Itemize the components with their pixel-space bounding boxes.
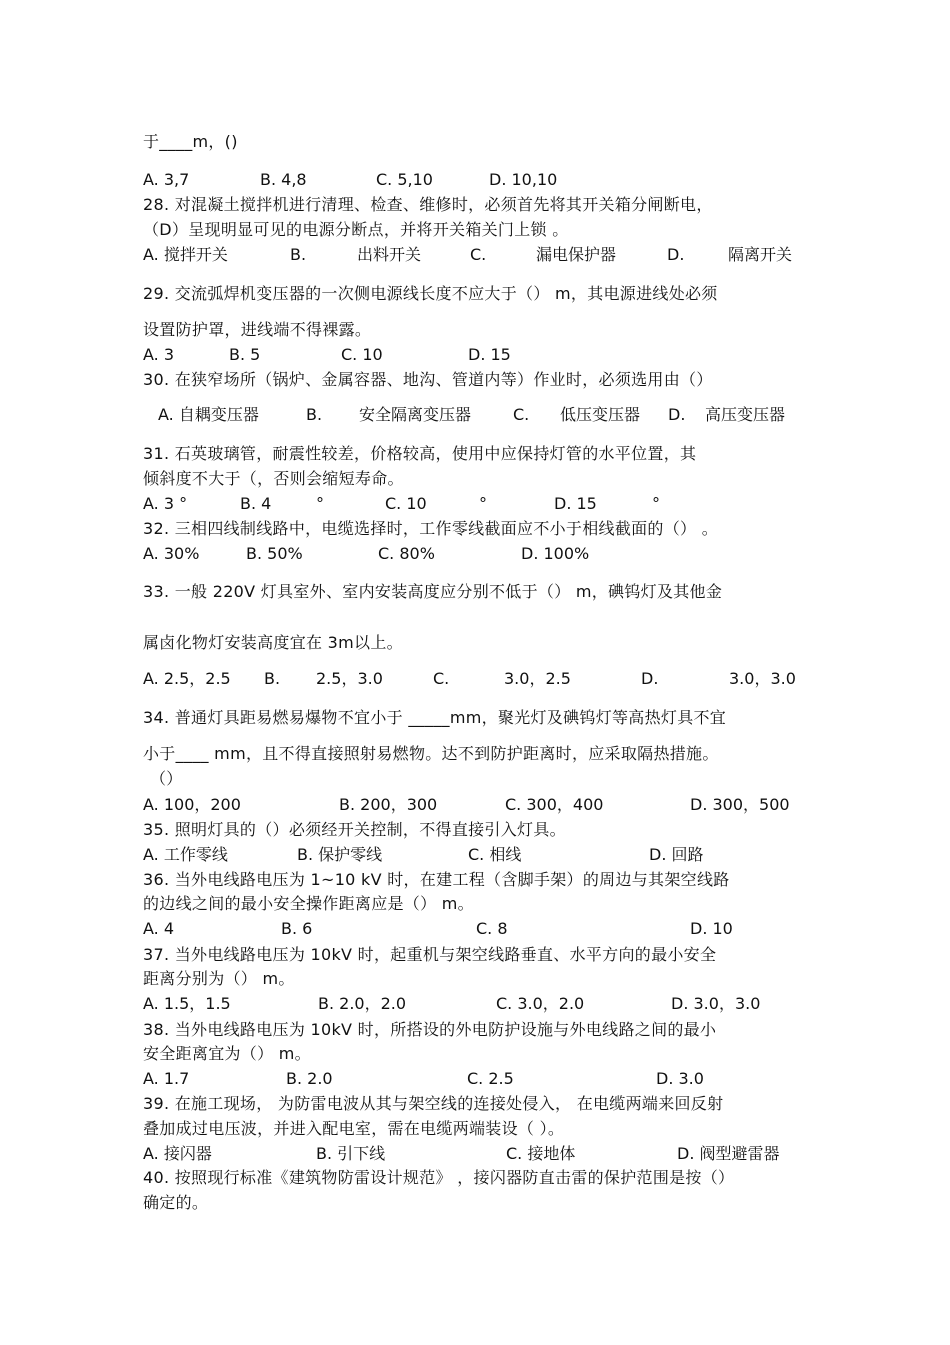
- q33-option-d-letter: D.: [641, 669, 659, 688]
- q34-option-d: D. 300，500: [690, 795, 790, 814]
- q37-option-a: A. 1.5，1.5: [143, 994, 231, 1013]
- q36-question-line2: 的边线之间的最小安全操作距离应是（） m。: [143, 894, 474, 913]
- q30-option-a: A. 自耦变压器: [158, 405, 259, 424]
- q31-option-b-degree: °: [316, 494, 324, 513]
- q30-option-d-letter: D.: [668, 405, 686, 424]
- q33-option-c-letter: C.: [433, 669, 450, 688]
- q39-option-d: D. 阀型避雷器: [677, 1144, 780, 1163]
- q38-option-c: C. 2.5: [467, 1069, 514, 1088]
- q31-question-line2: 倾斜度不大于（，否则会缩短寿命。: [143, 469, 404, 488]
- q36-option-b: B. 6: [281, 919, 313, 938]
- q38-option-a: A. 1.7: [143, 1069, 190, 1088]
- q27-option-b: B. 4,8: [260, 170, 307, 189]
- q27-option-a: A. 3,7: [143, 170, 190, 189]
- q28-option-b-letter: B.: [290, 245, 307, 264]
- q31-option-b: B. 4: [240, 494, 272, 513]
- q37-option-b: B. 2.0，2.0: [318, 994, 407, 1013]
- q39-option-a: A. 接闪器: [143, 1144, 212, 1163]
- q37-option-c: C. 3.0，2.0: [496, 994, 585, 1013]
- q30-option-d-text: 高压变压器: [705, 405, 786, 424]
- q28-option-a: A. 搅拌开关: [143, 245, 228, 264]
- q32-option-c: C. 80%: [378, 544, 435, 563]
- q27-option-c: C. 5,10: [376, 170, 433, 189]
- q30-option-c-text: 低压变压器: [560, 405, 641, 424]
- q33-question-line1: 33. 一般 220V 灯具室外、室内安装高度应分别不低于（） m，碘钨灯及其他金: [143, 582, 723, 601]
- q28-option-d-text: 隔离开关: [728, 245, 793, 264]
- q28-option-c-letter: C.: [470, 245, 487, 264]
- q33-question-line2: 属卤化物灯安装高度宜在 3m以上。: [143, 633, 403, 652]
- q36-option-d: D. 10: [690, 919, 733, 938]
- q36-question-line1: 36. 当外电线路电压为 1~10 kV 时，在建工程（含脚手架）的周边与其架空线路: [143, 870, 730, 889]
- q28-option-c-text: 漏电保护器: [536, 245, 617, 264]
- q28-option-d-letter: D.: [667, 245, 685, 264]
- q33-option-b-text: 2.5，3.0: [316, 669, 383, 688]
- q38-option-b: B. 2.0: [286, 1069, 333, 1088]
- q39-option-c: C. 接地体: [506, 1144, 576, 1163]
- q29-question-line1: 29. 交流弧焊机变压器的一次侧电源线长度不应大于（） m，其电源进线处必须: [143, 284, 718, 303]
- q37-question-line2: 距离分别为（） m。: [143, 969, 295, 988]
- q27-tail-text: 于____m，(): [143, 132, 238, 151]
- q34-option-c: C. 300，400: [505, 795, 604, 814]
- q34-question-line3: （）: [150, 769, 183, 788]
- q34-question-line1: 34. 普通灯具距易燃易爆物不宜小于 _____mm，聚光灯及碘钨灯等高热灯具不宜: [143, 708, 727, 727]
- q35-option-a: A. 工作零线: [143, 845, 228, 864]
- q31-question-line1: 31. 石英玻璃管，耐震性较差，价格较高，使用中应保持灯管的水平位置，其: [143, 444, 697, 463]
- q35-option-b: B. 保护零线: [297, 845, 383, 864]
- q32-option-a: A. 30%: [143, 544, 200, 563]
- q32-option-d: D. 100%: [521, 544, 590, 563]
- q29-option-c: C. 10: [341, 345, 383, 364]
- q39-question-line2: 叠加成过电压波，并进入配电室，需在电缆两端装设（ ）。: [143, 1119, 565, 1138]
- q40-question-line1: 40. 按照现行标准《建筑物防雷设计规范》 ，接闪器防直击雷的保护范围是按（）: [143, 1168, 735, 1187]
- q33-option-b-letter: B.: [264, 669, 281, 688]
- q37-question-line1: 37. 当外电线路电压为 10kV 时，起重机与架空线路垂直、水平方向的最小安全: [143, 945, 717, 964]
- q34-option-b: B. 200，300: [339, 795, 438, 814]
- q32-question-line1: 32. 三相四线制线路中，电缆选择时，工作零线截面应不小于相线截面的（） 。: [143, 519, 719, 538]
- q30-option-b-text: 安全隔离变压器: [359, 405, 472, 424]
- q30-option-c-letter: C.: [513, 405, 530, 424]
- q35-question-line1: 35. 照明灯具的（）必须经开关控制，不得直接引入灯具。: [143, 820, 566, 839]
- q31-option-d: D. 15: [554, 494, 597, 513]
- q30-option-b-letter: B.: [306, 405, 323, 424]
- q36-option-a: A. 4: [143, 919, 175, 938]
- q31-option-c-degree: °: [479, 494, 487, 513]
- q38-question-line1: 38. 当外电线路电压为 10kV 时，所搭设的外电防护设施与外电线路之间的最小: [143, 1020, 717, 1039]
- q31-option-a: A. 3 °: [143, 494, 188, 513]
- q35-option-c: C. 相线: [468, 845, 522, 864]
- q40-question-line2: 确定的。: [143, 1193, 209, 1212]
- q37-option-d: D. 3.0，3.0: [671, 994, 761, 1013]
- q36-option-c: C. 8: [476, 919, 508, 938]
- q33-option-a: A. 2.5，2.5: [143, 669, 231, 688]
- q29-option-a: A. 3: [143, 345, 175, 364]
- q30-question-line1: 30. 在狭窄场所（锅炉、金属容器、地沟、管道内等）作业时，必须选用由（）: [143, 370, 713, 389]
- q27-option-d: D. 10,10: [489, 170, 558, 189]
- q33-option-d-text: 3.0，3.0: [729, 669, 796, 688]
- q29-question-line2: 设置防护罩，进线端不得裸露。: [143, 320, 372, 339]
- q38-question-line2: 安全距离宜为（） m。: [143, 1044, 311, 1063]
- q29-option-b: B. 5: [229, 345, 261, 364]
- q38-option-d: D. 3.0: [656, 1069, 704, 1088]
- q33-option-c-text: 3.0，2.5: [504, 669, 571, 688]
- q29-option-d: D. 15: [468, 345, 511, 364]
- q28-question-line1: 28. 对混凝土搅拌机进行清理、检查、维修时，必须首先将其开关箱分闸断电，: [143, 195, 713, 214]
- q28-question-line2: （D）呈现明显可见的电源分断点，并将开关箱关门上锁 。: [143, 220, 569, 239]
- q32-option-b: B. 50%: [246, 544, 303, 563]
- q34-question-line2: 小于____ mm，且不得直接照射易燃物。达不到防护距离时，应采取隔热措施。: [143, 744, 719, 763]
- q28-option-b-text: 出料开关: [357, 245, 422, 264]
- q39-question-line1: 39. 在施工现场， 为防雷电波从其与架空线的连接处侵入， 在电缆两端来回反射: [143, 1094, 724, 1113]
- q31-option-c: C. 10: [385, 494, 427, 513]
- q39-option-b: B. 引下线: [316, 1144, 386, 1163]
- q35-option-d: D. 回路: [649, 845, 704, 864]
- q31-option-d-degree: °: [652, 494, 660, 513]
- q34-option-a: A. 100，200: [143, 795, 241, 814]
